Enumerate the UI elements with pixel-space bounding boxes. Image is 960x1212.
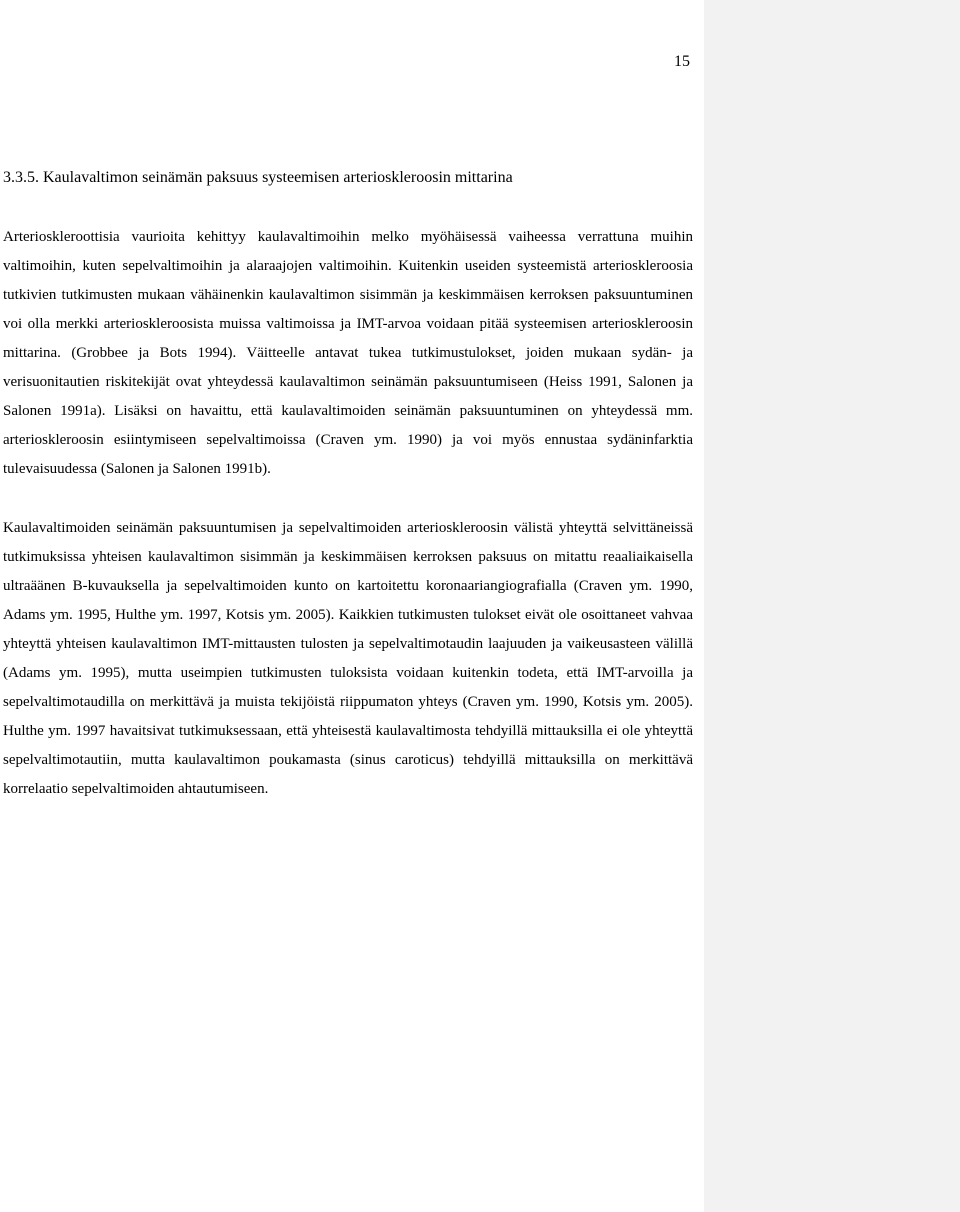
paragraph-2: Kaulavaltimoiden seinämän paksuuntumisen ja sepelvaltimoiden arterioskleroosin välistä yhteyttä selvittäneissä tutkimuksissa yhteisen kaulavaltimon sisimmän ja keskimmäisen kerroksen paksuus on mitattu reaaliaikaisella ultraäänen B-kuvauksella ja sepelvaltimoiden kunto on kartoitettu koronaariangiografialla (Craven ym. 1990, Adams ym. 1995, Hulthe ym. 1997, Kotsis ym. 2005). Kaikkien tutkimusten tulokset eivät ole osoittaneet vahvaa yhteyttä yhteisen kaulavaltimon IMT-mittausten tulosten ja sepelvaltimotaudin laajuuden ja vaikeusasteen välillä (Adams ym. 1995), mutta useimpien tutkimusten tuloksista voidaan kuitenkin todeta, että IMT-arvoilla ja sepelvaltimotaudilla on merkittävä ja muista tekijöistä riippumaton yhteys (Craven ym. 1990, Kotsis ym. 2005). Hulthe ym. 1997 havaitsivat tutkimuksessaan, että yhteisestä kaulavaltimosta tehdyillä mittauksilla ei ole yhteyttä sepelvaltimotautiin, mutta kaulavaltimon poukamasta (sinus caroticus) tehdyillä mittauksilla on merkittävä korrelaatio sepelvaltimoiden ahtautumiseen. bbox=[3, 520, 693, 797]
section-heading: 3.3.5. Kaulavaltimon seinämän paksuus systeemisen arterioskleroosin mittarina bbox=[3, 169, 513, 186]
comment-margin-pane bbox=[704, 0, 960, 1212]
body-text-column bbox=[3, 167, 693, 804]
paragraph-1: Arterioskleroottisia vaurioita kehittyy kaulavaltimoihin melko myöhäisessä vaiheessa verrattuna muihin valtimoihin, kuten sepelvaltimoihin ja alaraajojen valtimoihin. Kuitenkin useiden systeemistä arterioskleroosia tutkivien tutkimusten mukaan vähäinenkin kaulavaltimon sisimmän ja keskimmäisen kerroksen paksuuntuminen voi olla merkki arterioskleroosista muissa valtimoissa ja IMT-arvoa voidaan pitää systeemisen arterioskleroosin mittarina. (Grobbee ja Bots 1994). Väitteelle antavat tukea tutkimustulokset, joiden mukaan sydän- ja verisuonitautien riskitekijät ovat yhteydessä kaulavaltimon seinämän paksuuntumiseen (Heiss 1991, Salonen ja Salonen 1991a). Lisäksi on havaittu, että kaulavaltimoiden seinämän paksuuntuminen on yhteydessä mm. arterioskleroosin esiintymiseen sepelvaltimoissa (Craven ym. 1990) ja voi myös ennustaa sydäninfarktia tulevaisuudessa (Salonen ja Salonen 1991b). bbox=[3, 229, 693, 477]
page-number: 15 bbox=[674, 53, 690, 70]
